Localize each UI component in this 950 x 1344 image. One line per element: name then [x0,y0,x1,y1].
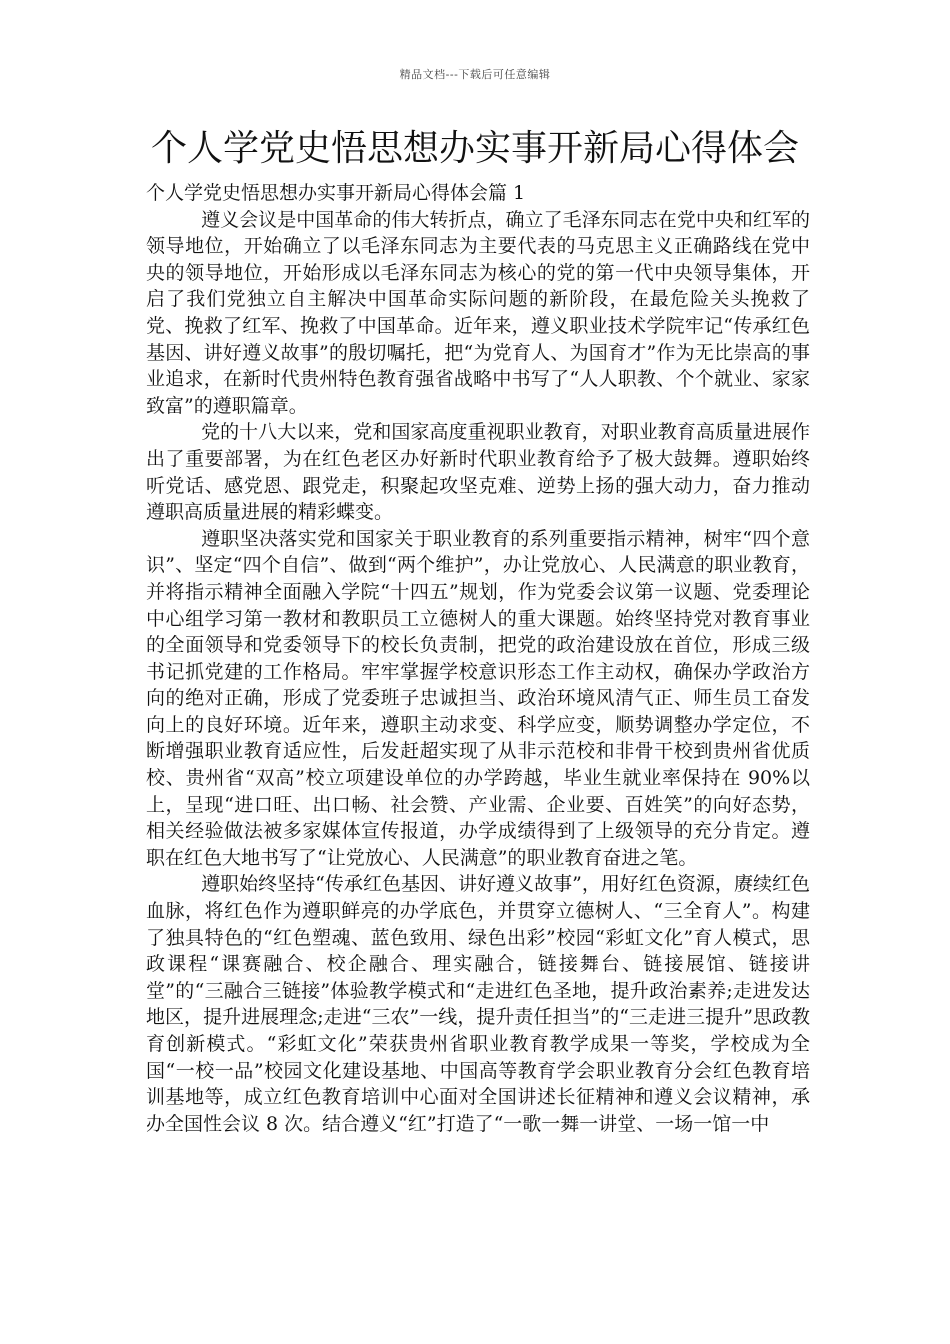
paragraph-4: 遵职始终坚持“传承红色基因、讲好遵义故事”，用好红色资源，赓续红色血脉，将红色作为遵职鲜亮的办学底色，并贯穿立德树人、“三全育人”。构建了独具特色的“红色塑魂、蓝色致用、绿色出彩”校园“彩虹文化”育人模式，思政课程“课赛融合、校企融合、理实融合，链接舞台、链接展馆、链接讲堂”的“三融合三链接”体验教学模式和“走进红色圣地，提升政治素养;走进发达地区，提升进展理念;走进“三农”一线，提升责任担当”的“三走进三提升”思政教育创新模式。“彩虹文化”荣获贵州省职业教育教学成果一等奖，学校成为全国“一校一品”校园文化建设基地、中国高等教育学会职业教育分会红色教育培训基地等，成立红色教育培训中心面对全国讲述长征精神和遵义会议精神，承办全国性会议 8 次。结合遵义“红”打造了“一歌一舞一讲堂、一场一馆一中 [146,873,810,1135]
document-title: 个人学党史悟思想办实事开新局心得体会 [150,128,799,169]
section-subtitle: 个人学党史悟思想办实事开新局心得体会篇 1 [146,182,526,204]
paragraph-2: 党的十八大以来，党和国家高度重视职业教育，对职业教育高质量进展作出了重要部署，为在红色老区办好新时代职业教育给予了极大鼓舞。遵职始终听党话、感党恩、跟党走，积聚起攻坚克难、逆势上扬的强大动力，奋力推动遵职高质量进展的精彩蝶变。 [146,421,810,524]
header-note: 精品文档---下载后可任意编辑 [399,68,551,81]
paragraph-3: 遵职坚决落实党和国家关于职业教育的系列重要指示精神，树牢“四个意识”、坚定“四个自信”、做到“两个维护”，办让党放心、人民满意的职业教育，并将指示精神全面融入学院“十四五”规划，作为党委会议第一议题、党委理论中心组学习第一教材和教职员工立德树人的重大课题。始终坚持党对教育事业的全面领导和党委领导下的校长负责制，把党的政治建设放在首位，形成三级书记抓党建的工作格局。牢牢掌握学校意识形态工作主动权，确保办学政治方向的绝对正确，形成了党委班子忠诚担当、政治环境风清气正、师生员工奋发向上的良好环境。近年来，遵职主动求变、科学应变，顺势调整办学定位，不断增强职业教育适应性，后发赶超实现了从非示范校和非骨干校到贵州省优质校、贵州省“双高”校立项建设单位的办学跨越，毕业生就业率保持在 90%以上，呈现“进口旺、出口畅、社会赞、产业需、企业要、百姓笑”的向好态势，相关经验做法被多家媒体宣传报道，办学成绩得到了上级领导的充分肯定。遵职在红色大地书写了“让党放心、人民满意”的职业教育奋进之笔。 [146,527,810,869]
document-body [146,180,810,1137]
paragraph-1: 遵义会议是中国革命的伟大转折点，确立了毛泽东同志在党中央和红军的领导地位，开始确立了以毛泽东同志为主要代表的马克思主义正确路线在党中央的领导地位，开始形成以毛泽东同志为核心的党的第一代中央领导集体，开启了我们党独立自主解决中国革命实际问题的新阶段，在最危险关头挽救了党、挽救了红军、挽救了中国革命。近年来，遵义职业技术学院牢记“传承红色基因、讲好遵义故事”的殷切嘱托，把“为党育人、为国育才”作为无比崇高的事业追求，在新时代贵州特色教育强省战略中书写了“人人职教、个个就业、家家致富”的遵职篇章。 [146,208,810,417]
